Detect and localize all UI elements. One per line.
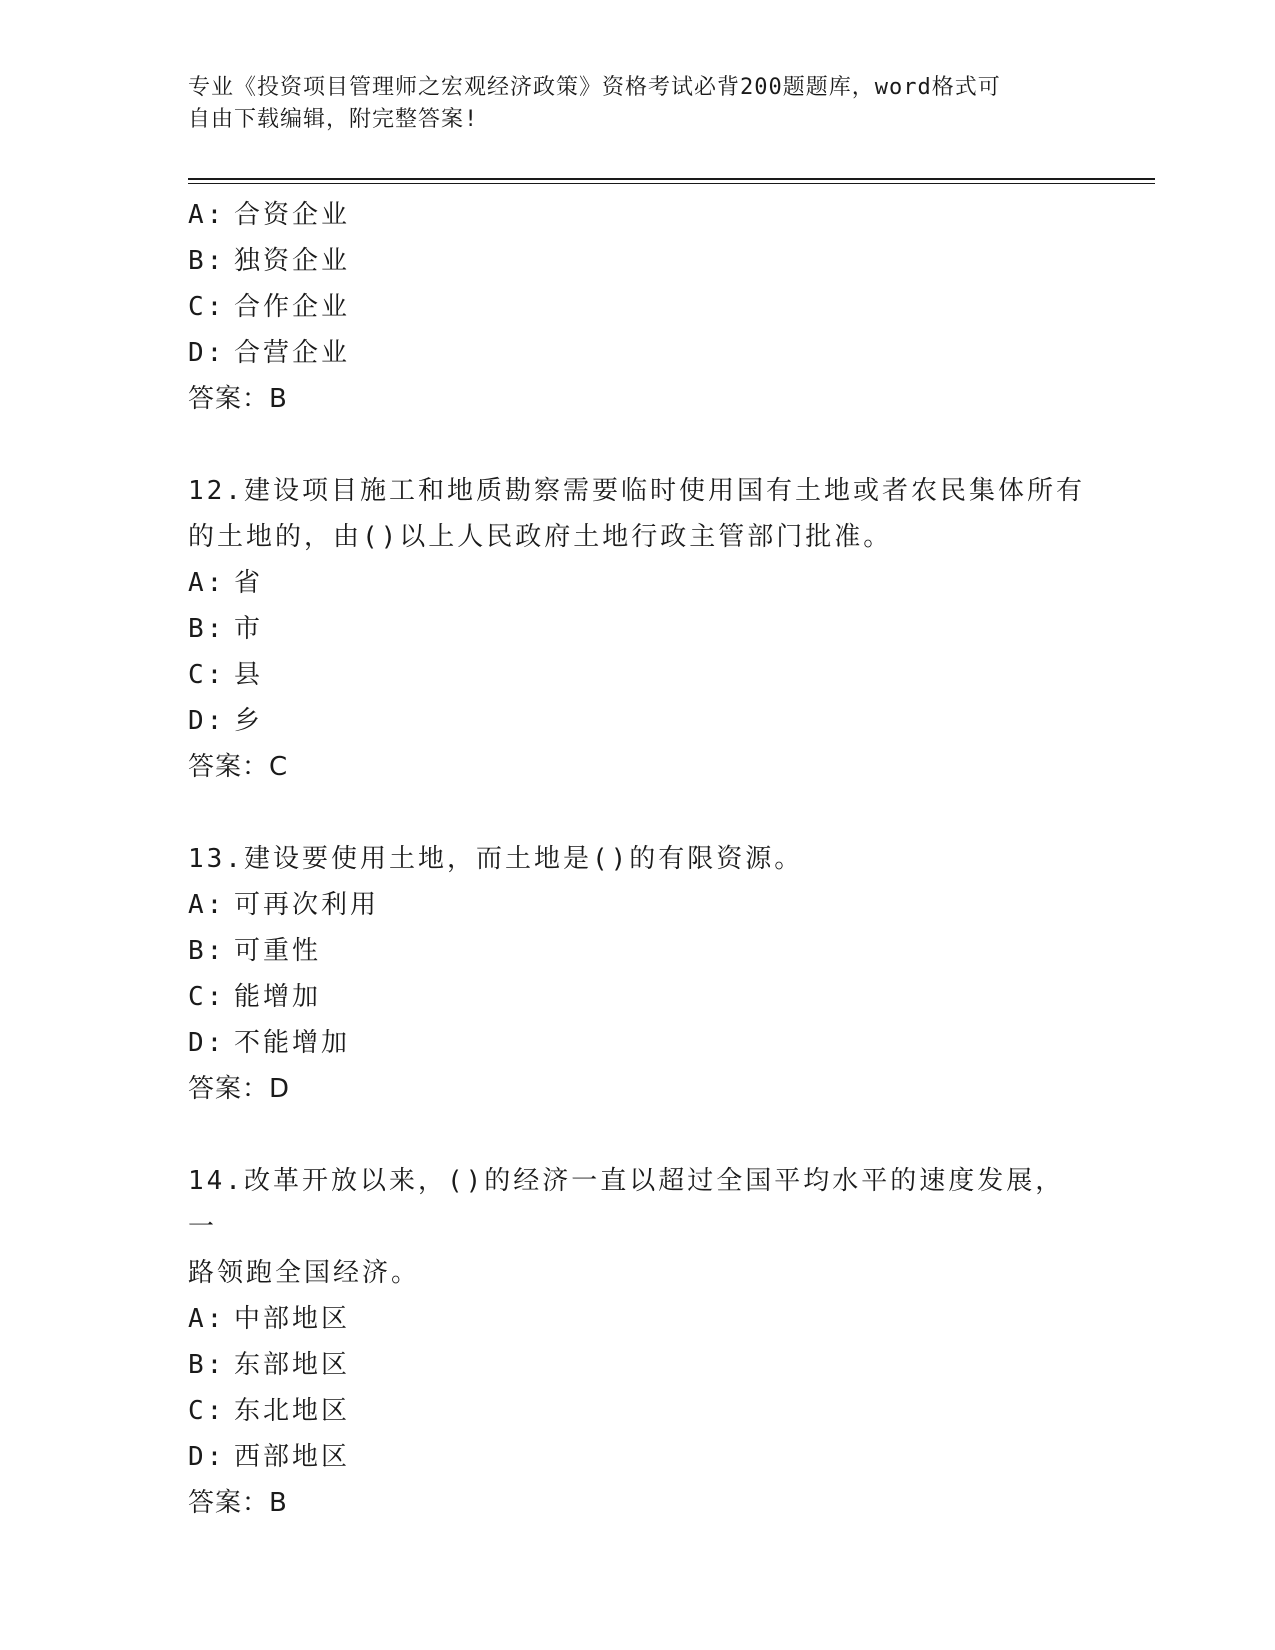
option-c [188, 284, 1088, 330]
question-list [188, 192, 1088, 1526]
option-text: 可重性 [234, 936, 322, 966]
option-text: 市 [234, 614, 264, 644]
answer-line: 答案：B [188, 384, 288, 414]
option-text: 省 [234, 568, 264, 598]
header-line-1: 专业《投资项目管理师之宏观经济政策》资格考试必背200题题库，word格式可 [188, 75, 1001, 100]
option-text: 不能增加 [234, 1028, 351, 1058]
answer-line: 答案：B [188, 1488, 288, 1518]
question-stem [188, 1158, 1088, 1296]
option-text: 合资企业 [234, 200, 351, 230]
option-b [188, 1342, 1088, 1388]
option-text: 合作企业 [234, 292, 351, 322]
question-stem-line-1: 13.建设要使用土地，而土地是()的有限资源。 [188, 844, 804, 874]
option-text: 乡 [234, 706, 264, 736]
option-c [188, 1388, 1088, 1434]
question-stem-line-1: 14.改革开放以来，()的经济一直以超过全国平均水平的速度发展，一 [188, 1166, 1065, 1242]
option-text: 合营企业 [234, 338, 351, 368]
answer-line: 答案：D [188, 1074, 291, 1104]
option-text: 可再次利用 [234, 890, 380, 920]
option-label: A: [188, 200, 226, 230]
option-label: D: [188, 1028, 226, 1058]
document-header [188, 72, 1088, 136]
header-divider-thin [188, 183, 1155, 184]
option-label: A: [188, 1304, 226, 1334]
option-c [188, 974, 1088, 1020]
option-d [188, 1434, 1088, 1480]
option-label: C: [188, 1396, 226, 1426]
option-c [188, 652, 1088, 698]
option-text: 东部地区 [234, 1350, 351, 1380]
option-d [188, 698, 1088, 744]
option-a [188, 192, 1088, 238]
question-stem-line-2: 路领跑全国经济。 [188, 1258, 421, 1288]
question-stem-line-2: 的土地的，由()以上人民政府土地行政主管部门批准。 [188, 522, 893, 552]
question-block-14 [188, 1158, 1088, 1526]
option-a [188, 560, 1088, 606]
option-text: 县 [234, 660, 264, 690]
option-label: B: [188, 246, 226, 276]
option-text: 独资企业 [234, 246, 351, 276]
question-stem-line-1: 12.建设项目施工和地质勘察需要临时使用国有土地或者农民集体所有 [188, 476, 1085, 506]
option-label: B: [188, 1350, 226, 1380]
option-d [188, 330, 1088, 376]
option-label: B: [188, 936, 226, 966]
option-text: 能增加 [234, 982, 322, 1012]
option-label: D: [188, 338, 226, 368]
option-text: 西部地区 [234, 1442, 351, 1472]
option-label: D: [188, 706, 226, 736]
question-block-12 [188, 468, 1088, 790]
header-divider-thick [188, 178, 1155, 180]
option-b [188, 606, 1088, 652]
question-stem [188, 468, 1088, 560]
option-label: B: [188, 614, 226, 644]
option-label: C: [188, 660, 226, 690]
option-a [188, 1296, 1088, 1342]
option-label: A: [188, 568, 226, 598]
option-a [188, 882, 1088, 928]
option-text: 东北地区 [234, 1396, 351, 1426]
option-label: C: [188, 292, 226, 322]
option-d [188, 1020, 1088, 1066]
answer-line: 答案：C [188, 752, 289, 782]
option-label: C: [188, 982, 226, 1012]
option-text: 中部地区 [234, 1304, 351, 1334]
option-b [188, 928, 1088, 974]
question-stem [188, 836, 1088, 882]
question-block-13 [188, 836, 1088, 1112]
option-label: A: [188, 890, 226, 920]
question-block-11 [188, 192, 1088, 422]
option-label: D: [188, 1442, 226, 1472]
header-line-2: 自由下载编辑，附完整答案! [188, 107, 479, 132]
option-b [188, 238, 1088, 284]
